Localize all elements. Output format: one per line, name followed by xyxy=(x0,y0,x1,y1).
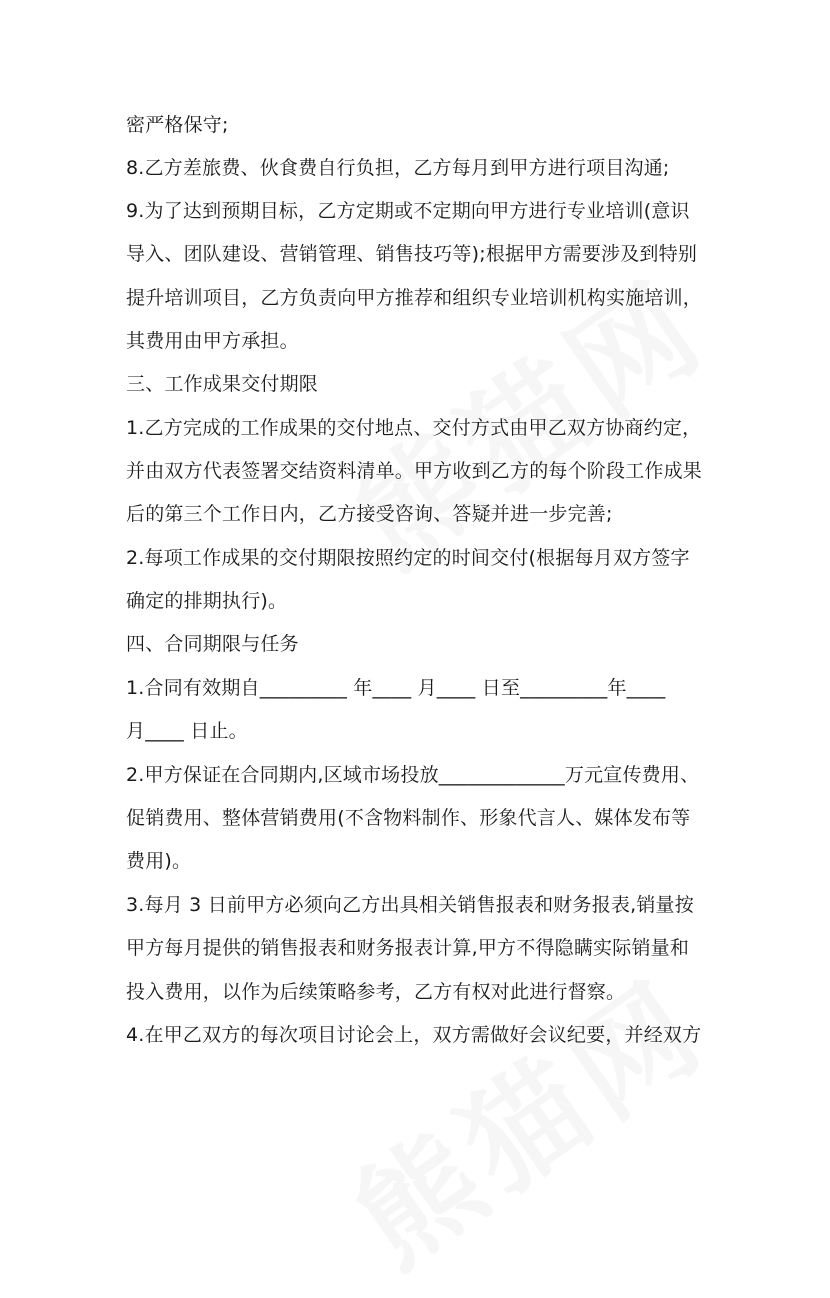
text-line: 8.乙方差旅费、伙食费自行负担，乙方每月到甲方进行项目沟通; xyxy=(126,157,670,179)
text-line: 月____ 日止。 xyxy=(126,720,248,742)
text-line: 提升培训项目，乙方负责向甲方推荐和组织专业培训机构实施培训， xyxy=(126,287,703,309)
text-line: 1.合同有效期自_________ 年____ 月____ 日至_________年____ xyxy=(126,677,666,699)
text-line: 投入费用，以作为后续策略参考，乙方有权对此进行督察。 xyxy=(126,981,626,1003)
text-line: 其费用由甲方承担。 xyxy=(126,330,299,352)
text-line: 2.每项工作成果的交付期限按照约定的时间交付(根据每月双方签字 xyxy=(126,547,690,569)
text-line: 导入、团队建设、营销管理、销售技巧等);根据甲方需要涉及到特别 xyxy=(126,243,698,265)
text-line: 并由双方代表签署交结资料清单。甲方收到乙方的每个阶段工作成果 xyxy=(126,460,703,482)
text-line: 确定的排期执行)。 xyxy=(126,590,288,612)
text-line: 后的第三个工作日内，乙方接受咨询、答疑并进一步完善; xyxy=(126,503,613,525)
text-line: 9.为了达到预期目标，乙方定期或不定期向甲方进行专业培训(意识 xyxy=(126,200,690,222)
text-line: 促销费用、整体营销费用(不含物料制作、形象代言人、媒体发布等 xyxy=(126,807,691,829)
text-line: 密严格保守; xyxy=(126,114,229,136)
section-heading: 四、合同期限与任务 xyxy=(126,633,299,655)
text-line: 4.在甲乙双方的每次项目讨论会上，双方需做好会议纪要，并经双方 xyxy=(126,1024,702,1046)
text-line: 甲方每月提供的销售报表和财务报表计算,甲方不得隐瞒实际销量和 xyxy=(126,937,690,959)
text-line: 1.乙方完成的工作成果的交付地点、交付方式由甲乙双方协商约定， xyxy=(126,417,702,439)
text-line: 费用)。 xyxy=(126,850,192,872)
section-heading: 三、工作成果交付期限 xyxy=(126,373,319,395)
text-line: 3.每月 3 日前甲方必须向乙方出具相关销售报表和财务报表,销量按 xyxy=(126,894,694,916)
text-line: 2.甲方保证在合同期内,区域市场投放_____________万元宣传费用、 xyxy=(126,764,700,786)
